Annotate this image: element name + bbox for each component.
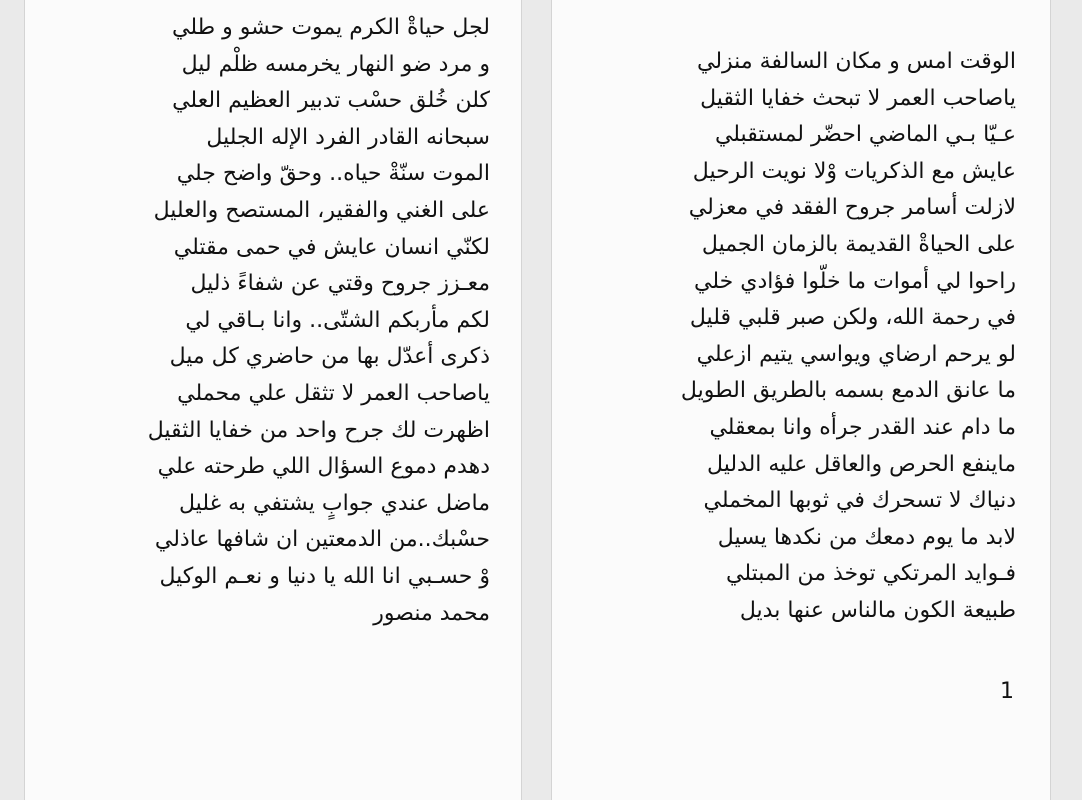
poem-line: الموت سنّةْ حياه.. وحقّ واضح جلي — [176, 161, 490, 187]
poem-line: عـيّا بـي الماضي احضّر لمستقبلي — [714, 122, 1016, 148]
poem-line: طبيعة الكون مالناس عنها بديل — [739, 597, 1016, 623]
poem-line: لكنّي انسان عايش في حمى مقتلي — [173, 234, 490, 260]
poem-line: كلن خُلق حسْب تدبير العظيم العلي — [172, 88, 490, 114]
poem-line: و مرد ضو النهار يخرمسه ظلْم ليل — [181, 51, 490, 77]
poem-line: راحوا لي أموات ما خلّوا فؤادي خلي — [694, 268, 1016, 294]
poem-line: معـزز جروح وقتي عن شفاءً ذليل — [190, 271, 490, 297]
poem-line: ما دام عند القدر جرأه وانا بمعقلي — [709, 414, 1016, 440]
poem-line: لكم مأربكم الشتّى.. وانا بـاقي لي — [185, 307, 490, 333]
poem-line: ما عانق الدمع بسمه بالطريق الطويل — [680, 378, 1016, 404]
poem-line: لجل حياةْ الكرم يموت حشو و طلي — [172, 15, 490, 40]
poem-line: اظهرت لك جرح واحد من خفايا الثقيل — [147, 417, 490, 443]
poem-line: دنياك لا تسحرك في ثوبها المخملي — [703, 488, 1016, 514]
page-number: 1 — [1000, 679, 1014, 704]
poem-line: وْ حسـبي انا الله يا دنيا و نعـم الوكيل — [159, 563, 490, 589]
poem-line: فـوايد المرتكي توخذ من المبتلي — [726, 561, 1016, 587]
poem-line: ماينفع الحرص والعاقل عليه الدليل — [707, 451, 1016, 477]
poem-line: سبحانه القادر الفرد الإله الجليل — [206, 124, 490, 150]
poem-line: دهدم دموع السؤال اللي طرحته علي — [157, 454, 490, 480]
left-page — [24, 0, 522, 800]
poem-line: لو يرحم ارضاي ويواسي يتيم ازعلي — [696, 341, 1016, 367]
poem-line: على الحياةْ القديمة بالزمان الجميل — [701, 231, 1016, 257]
poem-line: في رحمة الله، ولكن صبر قلبي قليل — [689, 305, 1016, 331]
right-page — [551, 0, 1051, 800]
poem-line: الوقت امس و مكان السالفة منزلي — [697, 49, 1016, 74]
poem-line: ياصاحب العمر لا تثقل علي محملي — [177, 380, 490, 406]
poem-line: حسْبك..من الدمعتين ان شافها عاذلي — [154, 527, 490, 553]
poem-line: على الغني والفقير، المستصح والعليل — [153, 197, 490, 223]
poem-line: لابد ما يوم دمعك من نكدها يسيل — [717, 524, 1016, 550]
author-signature: محمد منصور — [373, 600, 490, 626]
poem-line: ياصاحب العمر لا تبحث خفايا الثقيل — [700, 85, 1016, 111]
right-page-poem — [681, 44, 1016, 630]
poem-line: ماضل عندي جوابٍ يشتفي به غليل — [179, 490, 490, 516]
poem-line: ذكرى أعدّل بها من حاضري كل ميل — [169, 344, 490, 370]
poem-line: عايش مع الذكريات وْلا نويت الرحيل — [692, 158, 1016, 184]
poem-line: لازلت أسامر جروح الفقد في معزلي — [688, 195, 1016, 221]
left-page-poem — [148, 10, 490, 632]
